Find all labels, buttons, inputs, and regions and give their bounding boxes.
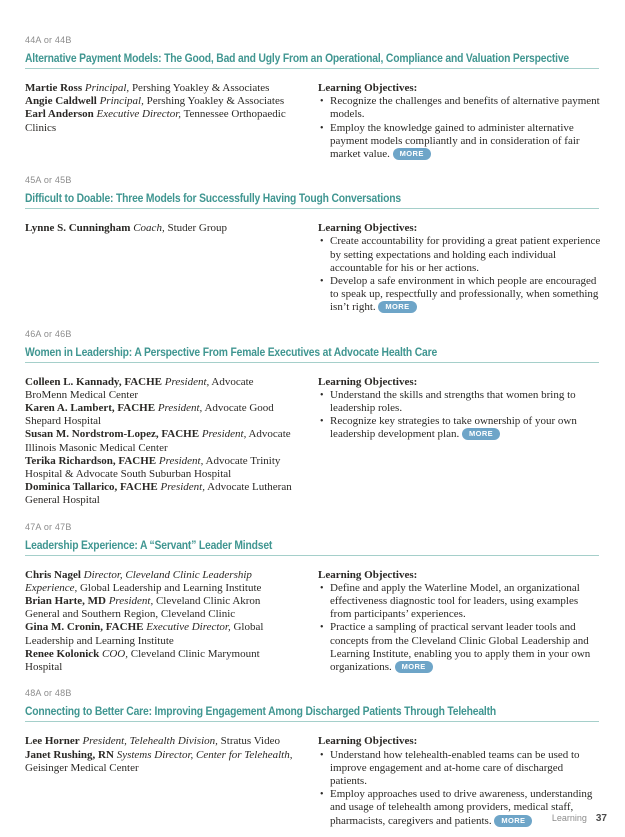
speaker-entry — [25, 648, 297, 674]
session-list — [25, 34, 599, 828]
speaker-entry — [25, 402, 297, 428]
speaker-entry — [25, 428, 297, 454]
speaker-role: Systems Director, Center for Telehealth, — [116, 748, 293, 761]
speaker-role: President, Telehealth Division, — [82, 735, 218, 748]
speaker-name: Colleen L. Kannady, FACHE — [25, 375, 163, 388]
objective-item: • Define and apply the Waterline Model, an organizational effectiveness diagnostic tool for leaders, using examples from participants’ experiences. — [318, 582, 601, 622]
speaker-entry — [25, 455, 297, 481]
session-title — [25, 48, 599, 65]
learning-objectives-heading: Learning Objectives: — [318, 568, 418, 581]
speaker-name: Chris Nagel — [25, 568, 81, 581]
session-block — [25, 174, 599, 314]
session-title-text: Connecting to Better Care: Improving Engagement Among Discharged Patients Through Telehealth — [25, 704, 496, 719]
session-title-text: Leadership Experience: A “Servant” Leader Mindset — [25, 537, 273, 552]
objective-item: • Understand how telehealth-enabled teams can be used to improve engagement and at-home care of discharged patients. — [318, 749, 601, 789]
more-button[interactable]: MORE — [494, 815, 532, 827]
speaker-org: Advocate BroMenn Medical Center — [25, 375, 254, 401]
session-divider — [25, 555, 599, 556]
footer-page-number: 37 — [595, 813, 607, 824]
speaker-org: Cleveland Clinic Akron General and Southern Region, Cleveland Clinic — [25, 595, 261, 621]
speaker-name: Brian Harte, MD — [25, 595, 106, 608]
speaker-entry — [25, 222, 297, 235]
learning-objectives-heading: Learning Objectives: — [318, 735, 418, 748]
speaker-org: Advocate Good Shepard Hospital — [25, 402, 274, 428]
speaker-role: President, — [201, 428, 247, 441]
speaker-entry — [25, 108, 297, 134]
speaker-name: Lynne S. Cunningham — [25, 222, 131, 235]
objectives-column — [318, 376, 601, 508]
speaker-role: President, — [157, 402, 203, 415]
speaker-name: Lee Horner — [25, 735, 80, 748]
speaker-entry — [25, 735, 297, 748]
objective-item: • Recognize key strategies to take ownership of your own leadership development plan. MORE — [318, 415, 601, 441]
speaker-name: Janet Rushing, RN — [25, 748, 114, 761]
speaker-org: Studer Group — [167, 222, 228, 235]
session-code: 45A or 45B — [25, 175, 72, 186]
session-code: 47A or 47B — [25, 521, 72, 532]
speaker-list — [25, 222, 297, 314]
speaker-entry — [25, 595, 297, 621]
session-title-text: Difficult to Doable: Three Models for Successfully Having Tough Conversations — [25, 191, 401, 206]
session-title-text: Alternative Payment Models: The Good, Bad and Ugly From an Operational, Compliance and Valuation Perspective — [25, 51, 569, 65]
speaker-list — [25, 376, 297, 508]
session-divider — [25, 68, 599, 69]
speaker-org: Advocate Trinity Hospital & Advocate South Suburban Hospital — [25, 454, 281, 481]
speaker-name: Renee Kolonick — [25, 647, 100, 660]
learning-objectives-heading: Learning Objectives: — [318, 222, 418, 235]
session-divider — [25, 208, 599, 209]
more-button[interactable]: MORE — [378, 301, 416, 313]
session-block — [25, 328, 599, 508]
objectives-column — [318, 569, 601, 675]
session-body — [25, 735, 599, 827]
speaker-role: President, — [160, 481, 205, 494]
speaker-org: Tennessee Orthopaedic Clinics — [25, 108, 286, 134]
objectives-column — [318, 82, 601, 161]
speaker-role: Executive Director, — [146, 621, 231, 634]
speaker-org: Pershing Yoakley & Associates — [131, 82, 270, 94]
session-block — [25, 34, 599, 161]
session-body — [25, 222, 599, 314]
objective-item: • Employ approaches used to drive awareness, understanding and usage of telehealth among providers, medical staff, pharmacists, caregivers and patients. MORE — [318, 788, 601, 828]
session-title — [25, 535, 599, 552]
learning-objectives-heading: Learning Objectives: — [318, 375, 418, 388]
session-body — [25, 376, 599, 508]
speaker-name: Terika Richardson, FACHE — [25, 454, 157, 467]
more-button[interactable]: MORE — [395, 661, 433, 673]
session-body — [25, 82, 599, 161]
speaker-org: Global Leadership and Learning Institute — [79, 581, 262, 594]
objective-list — [318, 95, 601, 161]
session-title — [25, 701, 599, 718]
session-code: 44A or 44B — [25, 35, 72, 45]
session-block — [25, 687, 599, 827]
speaker-entry — [25, 95, 297, 108]
objective-list — [318, 389, 601, 442]
speaker-name: Gina M. Cronin, FACHE — [25, 621, 144, 634]
speaker-org: Advocate Illinois Masonic Medical Center — [25, 428, 291, 454]
speaker-org: Pershing Yoakley & Associates — [146, 95, 285, 108]
speaker-org: Advocate Lutheran General Hospital — [25, 481, 292, 507]
speaker-org: Geisinger Medical Center — [25, 761, 139, 774]
objective-list — [318, 582, 601, 674]
speaker-entry — [25, 481, 297, 507]
objective-item: • Employ the knowledge gained to administer alternative payment models compliantly and in consideration of fair market value. MORE — [318, 122, 601, 162]
session-body — [25, 569, 599, 675]
speaker-role: President, — [164, 375, 210, 388]
speaker-entry — [25, 569, 297, 595]
speaker-org: Stratus Video — [220, 735, 280, 748]
objective-list — [318, 235, 601, 314]
session-block — [25, 521, 599, 675]
speaker-entry — [25, 376, 297, 402]
objectives-column — [318, 222, 601, 314]
speaker-entry — [25, 621, 297, 647]
session-code: 48A or 48B — [25, 688, 72, 699]
session-code: 46A or 46B — [25, 328, 72, 339]
speaker-name: Susan M. Nordstrom-Lopez, FACHE — [25, 428, 200, 441]
objective-item: • Understand the skills and strengths that women bring to leadership roles. — [318, 389, 601, 415]
speaker-entry — [25, 82, 297, 95]
speaker-role: Director, Cleveland Clinic Leadership Experience, — [25, 568, 252, 594]
speaker-name: Karen A. Lambert, FACHE — [25, 402, 156, 415]
speaker-role: Principal, — [84, 82, 130, 94]
objective-item: • Create accountability for providing a great patient experience by setting expectations and holding each individual accountable for his or her actions. — [318, 235, 601, 275]
speaker-org: Cleveland Clinic Marymount Hospital — [25, 647, 260, 674]
speaker-list — [25, 569, 297, 675]
session-title — [25, 188, 599, 205]
session-divider — [25, 362, 599, 363]
more-button[interactable]: MORE — [393, 148, 431, 160]
speaker-name: Dominica Tallarico, FACHE — [25, 481, 158, 494]
objective-item: • Develop a safe environment in which people are encouraged to speak up, respectfully and professionally, when something isn’t right. MORE — [318, 275, 601, 315]
speaker-name: Earl Anderson — [25, 108, 94, 121]
objective-item: • Practice a sampling of practical servant leader tools and concepts from the Cleveland Clinic Global Leadership and Learning Institute, enabling you to apply them in your own organizations. MORE — [318, 621, 601, 674]
speaker-list — [25, 82, 297, 161]
speaker-role: President, — [108, 595, 154, 608]
footer-section-label: Learning — [551, 813, 587, 823]
speaker-name: Angie Caldwell — [25, 95, 97, 108]
objective-item: • Recognize the challenges and benefits of alternative payment models. — [318, 95, 601, 121]
speaker-role: Coach, — [133, 222, 165, 235]
session-title-text: Women in Leadership: A Perspective From Female Executives at Advocate Health Care — [25, 344, 438, 359]
learning-objectives-heading: Learning Objectives: — [318, 82, 418, 94]
session-title — [25, 342, 599, 359]
speaker-entry — [25, 749, 297, 775]
speaker-role: Executive Director, — [96, 108, 182, 121]
speaker-role: President, — [158, 454, 204, 467]
session-divider — [25, 721, 599, 722]
speaker-role: COO, — [102, 647, 128, 660]
speaker-list — [25, 735, 297, 827]
more-button[interactable]: MORE — [462, 428, 500, 440]
speaker-org: Global Leadership and Learning Institute — [25, 621, 264, 647]
page-footer — [552, 813, 607, 824]
speaker-role: Principal, — [99, 95, 144, 108]
speaker-name: Martie Ross — [25, 82, 83, 94]
